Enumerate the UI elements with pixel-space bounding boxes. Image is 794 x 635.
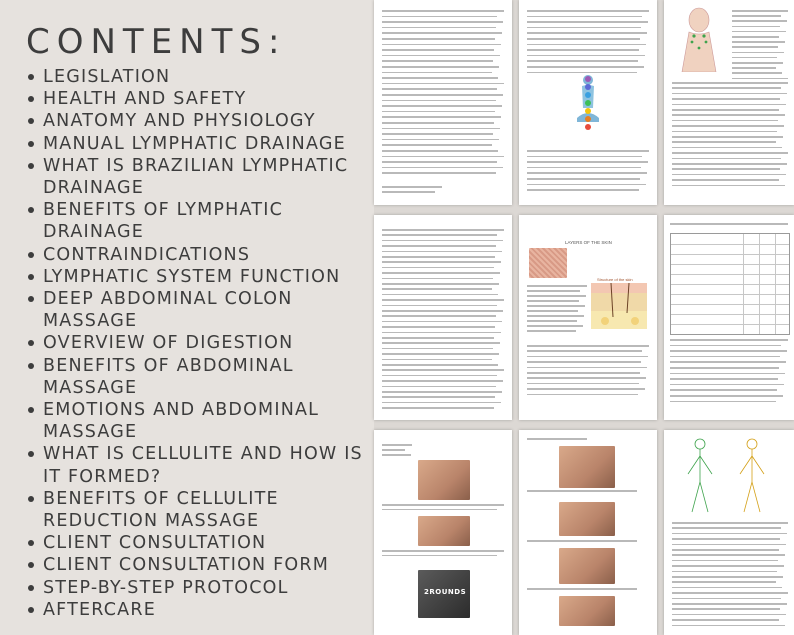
skin-texture-image bbox=[529, 248, 567, 278]
contents-item: CONTRAINDICATIONS bbox=[26, 244, 366, 266]
text-line bbox=[382, 386, 496, 388]
contents-item: BENEFITS OF LYMPHATIC DRAINAGE bbox=[26, 199, 366, 243]
text-line bbox=[672, 185, 785, 187]
text-line bbox=[382, 105, 502, 107]
text-line bbox=[732, 52, 784, 54]
text-line bbox=[382, 234, 497, 236]
text-line bbox=[382, 66, 499, 68]
text-line bbox=[672, 554, 785, 556]
text-line bbox=[382, 444, 412, 446]
text-line bbox=[382, 267, 494, 269]
text-line bbox=[382, 77, 498, 79]
contents-item: OVERVIEW OF DIGESTION bbox=[26, 332, 366, 354]
text-line bbox=[382, 44, 501, 46]
text-line bbox=[672, 608, 780, 610]
text-line bbox=[672, 109, 779, 111]
text-line bbox=[527, 167, 641, 169]
page-thumbnail-skin-layers bbox=[519, 215, 657, 420]
text-line bbox=[527, 38, 640, 40]
text-line bbox=[670, 356, 780, 358]
text-line bbox=[527, 367, 647, 369]
text-line bbox=[382, 16, 497, 18]
text-line bbox=[672, 538, 780, 540]
text-line bbox=[527, 184, 646, 186]
text-line bbox=[382, 144, 492, 146]
text-line bbox=[672, 571, 777, 573]
contents-item: WHAT IS BRAZILIAN LYMPHATIC DRAINAGE bbox=[26, 155, 366, 199]
text-line bbox=[382, 186, 442, 188]
contents-item: EMOTIONS AND ABDOMINAL MASSAGE bbox=[26, 399, 366, 443]
text-line bbox=[527, 490, 637, 492]
contents-panel bbox=[0, 0, 372, 635]
text-line bbox=[382, 111, 495, 113]
text-line bbox=[527, 156, 642, 158]
contents-item: DEEP ABDOMINAL COLON MASSAGE bbox=[26, 288, 366, 332]
text-line bbox=[382, 10, 504, 12]
text-line bbox=[382, 94, 503, 96]
text-line bbox=[382, 161, 497, 163]
text-line bbox=[670, 223, 788, 225]
text-line bbox=[670, 361, 786, 363]
text-line bbox=[527, 72, 637, 74]
text-line bbox=[672, 619, 779, 621]
text-line bbox=[382, 139, 499, 141]
text-line bbox=[382, 550, 504, 552]
text-line bbox=[382, 261, 501, 263]
contents-item: HEALTH AND SAFETY bbox=[26, 88, 366, 110]
text-line bbox=[527, 27, 641, 29]
text-line bbox=[672, 565, 784, 567]
text-line bbox=[382, 72, 492, 74]
text-line bbox=[382, 83, 504, 85]
text-line bbox=[527, 189, 639, 191]
contents-item: BENEFITS OF CELLULITE REDUCTION MASSAGE bbox=[26, 488, 366, 532]
text-line bbox=[382, 454, 411, 456]
text-line bbox=[672, 114, 785, 116]
contents-item: LYMPHATIC SYSTEM FUNCTION bbox=[26, 266, 366, 288]
skin-structure-diagram-icon bbox=[591, 283, 647, 329]
text-line bbox=[382, 449, 405, 451]
text-line bbox=[672, 125, 784, 127]
text-line bbox=[527, 300, 579, 302]
text-line bbox=[672, 549, 779, 551]
text-line bbox=[672, 179, 779, 181]
page-thumbnail-lymph-nodes bbox=[664, 0, 794, 205]
massage-photo bbox=[559, 446, 615, 488]
text-line bbox=[732, 67, 776, 69]
lymphatic-body-diagram-icon bbox=[674, 436, 784, 514]
text-line bbox=[382, 321, 502, 323]
text-line bbox=[382, 150, 498, 152]
text-line bbox=[382, 396, 495, 398]
text-line bbox=[382, 27, 496, 29]
text-line bbox=[527, 315, 584, 317]
skin-heading: LAYERS OF THE SKIN bbox=[565, 240, 612, 245]
contents-title: CONTENTS: bbox=[26, 22, 287, 62]
text-line bbox=[382, 342, 500, 344]
text-line bbox=[732, 36, 779, 38]
text-line bbox=[527, 377, 646, 379]
text-line bbox=[527, 310, 578, 312]
text-line bbox=[672, 527, 781, 529]
text-line bbox=[382, 326, 495, 328]
text-line bbox=[527, 16, 642, 18]
text-line bbox=[382, 337, 494, 339]
text-line bbox=[527, 372, 640, 374]
text-line bbox=[672, 581, 776, 583]
text-line bbox=[382, 332, 501, 334]
massage-photo bbox=[559, 502, 615, 536]
text-line bbox=[382, 55, 500, 57]
text-line bbox=[382, 229, 504, 231]
text-line bbox=[382, 172, 496, 174]
text-line bbox=[527, 388, 645, 390]
text-line bbox=[672, 603, 787, 605]
text-line bbox=[672, 625, 785, 627]
text-line bbox=[672, 152, 788, 154]
text-line bbox=[732, 62, 783, 64]
text-line bbox=[382, 364, 498, 366]
contents-item: MANUAL LYMPHATIC DRAINAGE bbox=[26, 133, 366, 155]
page-thumbnail-consultation-form bbox=[664, 215, 794, 420]
text-line bbox=[382, 278, 493, 280]
text-line bbox=[527, 330, 576, 332]
text-line bbox=[527, 10, 649, 12]
text-line bbox=[672, 174, 786, 176]
text-line bbox=[527, 49, 639, 51]
text-line bbox=[382, 369, 504, 371]
text-line bbox=[732, 78, 788, 80]
contents-item: BENEFITS OF ABDOMINAL MASSAGE bbox=[26, 355, 366, 399]
page-previews bbox=[374, 0, 794, 635]
text-line bbox=[527, 438, 587, 440]
text-line bbox=[382, 32, 502, 34]
text-line bbox=[382, 305, 497, 307]
text-line bbox=[732, 26, 780, 28]
consultation-table bbox=[670, 233, 790, 335]
contents-item: ANATOMY AND PHYSIOLOGY bbox=[26, 110, 366, 132]
text-line bbox=[732, 15, 781, 17]
text-line bbox=[382, 128, 500, 130]
text-line bbox=[527, 350, 642, 352]
text-line bbox=[382, 167, 503, 169]
text-line bbox=[382, 21, 503, 23]
text-line bbox=[672, 598, 781, 600]
text-line bbox=[670, 384, 784, 386]
massage-photo bbox=[559, 548, 615, 584]
text-line bbox=[672, 93, 787, 95]
contents-item: AFTERCARE bbox=[26, 599, 366, 621]
text-line bbox=[382, 116, 501, 118]
text-line bbox=[672, 168, 780, 170]
text-line bbox=[527, 540, 637, 542]
text-line bbox=[382, 315, 496, 317]
text-line bbox=[732, 20, 787, 22]
text-line bbox=[382, 509, 497, 511]
text-line bbox=[527, 290, 580, 292]
text-line bbox=[527, 178, 640, 180]
text-line bbox=[382, 38, 495, 40]
text-line bbox=[672, 136, 783, 138]
text-line bbox=[527, 32, 647, 34]
text-line bbox=[672, 131, 777, 133]
text-line bbox=[672, 147, 782, 149]
text-line bbox=[670, 389, 777, 391]
text-line bbox=[382, 283, 499, 285]
text-line bbox=[527, 161, 648, 163]
text-line bbox=[672, 163, 787, 165]
text-line bbox=[672, 576, 783, 578]
text-line bbox=[382, 256, 495, 258]
text-line bbox=[527, 44, 646, 46]
text-line bbox=[672, 587, 782, 589]
text-line bbox=[382, 88, 497, 90]
text-line bbox=[670, 395, 783, 397]
page-thumbnail-protocol-photos bbox=[519, 430, 657, 635]
text-line bbox=[670, 373, 785, 375]
massage-photo bbox=[418, 570, 470, 618]
text-line bbox=[527, 305, 585, 307]
text-line bbox=[527, 60, 638, 62]
text-line bbox=[527, 55, 645, 57]
text-line bbox=[382, 100, 496, 102]
text-line bbox=[382, 240, 503, 242]
page-thumbnail-text-list bbox=[374, 215, 512, 420]
text-line bbox=[527, 325, 583, 327]
text-line bbox=[527, 345, 649, 347]
text-line bbox=[382, 359, 492, 361]
text-line bbox=[670, 401, 776, 403]
text-line bbox=[527, 356, 648, 358]
structure-heading: Structure of the skin bbox=[597, 277, 633, 282]
text-line bbox=[382, 191, 435, 193]
text-line bbox=[382, 251, 502, 253]
text-line bbox=[527, 21, 648, 23]
text-line bbox=[670, 378, 778, 380]
page-thumbnail-text bbox=[374, 0, 512, 205]
text-line bbox=[382, 288, 492, 290]
contents-item: LEGISLATION bbox=[26, 66, 366, 88]
page-thumbnail-protocol-steps bbox=[374, 430, 512, 635]
text-line bbox=[527, 172, 647, 174]
rounds-overlay-text: 2ROUNDS bbox=[424, 588, 467, 596]
text-line bbox=[670, 367, 779, 369]
contents-item: CLIENT CONSULTATION FORM bbox=[26, 554, 366, 576]
text-line bbox=[382, 122, 494, 124]
text-line bbox=[672, 120, 778, 122]
text-line bbox=[382, 299, 504, 301]
text-line bbox=[672, 98, 780, 100]
contents-list bbox=[26, 66, 366, 621]
text-line bbox=[672, 87, 781, 89]
text-line bbox=[732, 46, 778, 48]
text-line bbox=[672, 82, 788, 84]
text-line bbox=[382, 407, 494, 409]
text-line bbox=[382, 49, 494, 51]
massage-photo bbox=[418, 460, 470, 500]
text-line bbox=[670, 345, 781, 347]
text-line bbox=[672, 141, 776, 143]
text-line bbox=[732, 72, 782, 74]
text-line bbox=[382, 348, 493, 350]
text-line bbox=[527, 66, 644, 68]
text-line bbox=[382, 133, 493, 135]
text-line bbox=[732, 31, 786, 33]
text-line bbox=[672, 158, 781, 160]
text-line bbox=[527, 394, 638, 396]
contents-item: CLIENT CONSULTATION bbox=[26, 532, 366, 554]
contents-item: STEP-BY-STEP PROTOCOL bbox=[26, 577, 366, 599]
page-thumbnail-lymphatic-body bbox=[664, 430, 794, 635]
text-line bbox=[382, 310, 503, 312]
text-line bbox=[672, 104, 786, 106]
text-line bbox=[382, 375, 497, 377]
text-line bbox=[382, 402, 501, 404]
text-line bbox=[382, 294, 498, 296]
text-line bbox=[672, 544, 786, 546]
text-line bbox=[670, 339, 788, 341]
contents-item: WHAT IS CELLULITE AND HOW IS IT FORMED? bbox=[26, 443, 366, 487]
text-line bbox=[527, 383, 639, 385]
text-line bbox=[382, 504, 504, 506]
text-line bbox=[672, 522, 788, 524]
text-line bbox=[527, 295, 586, 297]
page-thumbnail-chakras bbox=[519, 0, 657, 205]
text-line bbox=[672, 614, 786, 616]
massage-photo bbox=[559, 596, 615, 626]
text-line bbox=[382, 272, 500, 274]
lymph-nodes-diagram-icon bbox=[672, 6, 726, 72]
text-line bbox=[672, 560, 778, 562]
massage-photo bbox=[418, 516, 470, 546]
text-line bbox=[527, 285, 587, 287]
text-line bbox=[382, 353, 499, 355]
text-line bbox=[527, 320, 577, 322]
text-line bbox=[672, 533, 787, 535]
text-line bbox=[732, 57, 777, 59]
text-line bbox=[670, 350, 787, 352]
text-line bbox=[672, 592, 788, 594]
text-line bbox=[382, 245, 496, 247]
text-line bbox=[527, 588, 637, 590]
text-line bbox=[382, 60, 493, 62]
text-line bbox=[527, 361, 641, 363]
text-line bbox=[382, 391, 502, 393]
text-line bbox=[732, 41, 785, 43]
text-line bbox=[732, 10, 788, 12]
text-line bbox=[382, 156, 504, 158]
text-line bbox=[382, 555, 497, 557]
text-line bbox=[527, 150, 649, 152]
text-line bbox=[382, 380, 503, 382]
